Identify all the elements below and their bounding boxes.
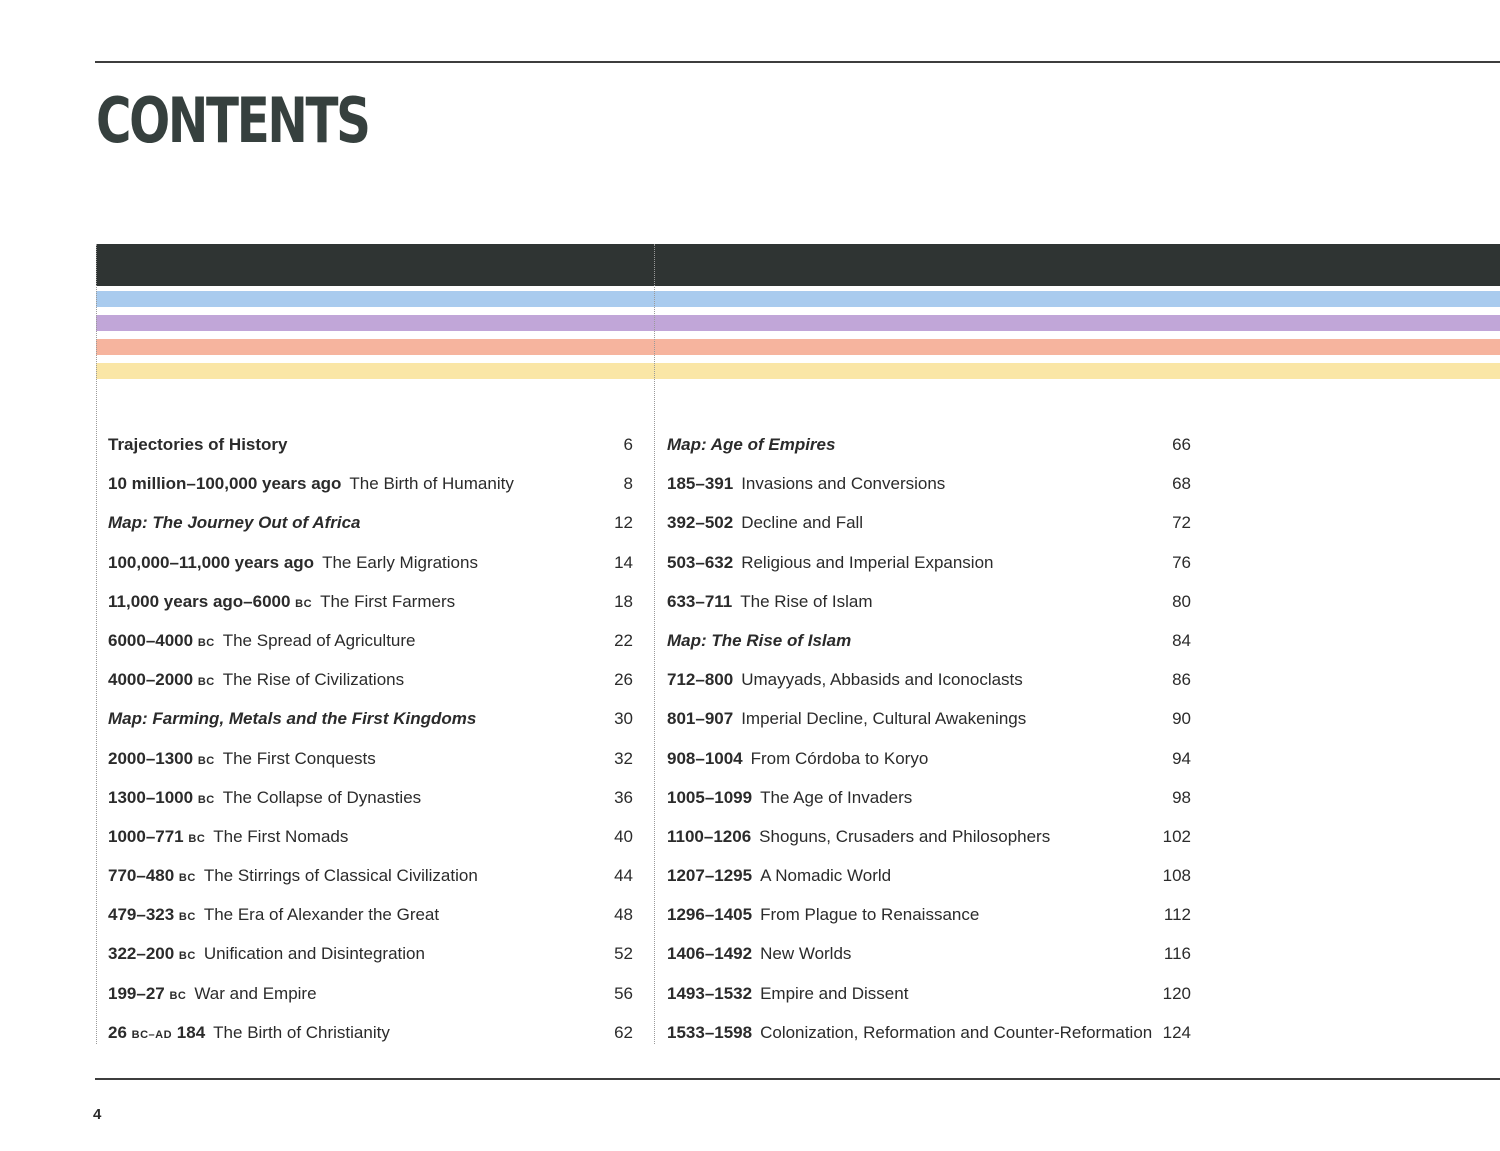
toc-date: 185–391 <box>667 474 734 494</box>
toc-entry-text <box>108 660 404 702</box>
toc-chapter-title: The Birth of Humanity <box>349 474 514 494</box>
toc-entry-text <box>667 582 873 621</box>
toc-date: 392–502 <box>667 513 734 533</box>
toc-entry-text <box>667 974 908 1013</box>
toc-chapter-title: The First Conquests <box>222 748 376 768</box>
toc-page-number: 120 <box>1162 983 1191 1003</box>
toc-page-number: 66 <box>1172 435 1191 454</box>
toc-date: 503–632 <box>667 552 734 572</box>
toc-entry-text <box>108 895 439 937</box>
toc-date: 322–200 <box>108 944 175 964</box>
toc-entry <box>667 425 1191 464</box>
toc-date: 1296–1405 <box>667 905 753 925</box>
color-band-blue <box>96 291 1500 307</box>
toc-page-number: 48 <box>614 905 633 925</box>
toc-page-number: 102 <box>1162 826 1191 846</box>
toc-entry-text <box>667 660 1023 699</box>
toc-entry <box>108 817 633 856</box>
toc-date: 801–907 <box>667 709 734 729</box>
toc-chapter-title: Religious and Imperial Expansion <box>741 552 994 572</box>
toc-date: 1005–1099 <box>667 787 753 807</box>
toc-page-number: 108 <box>1162 866 1191 886</box>
toc-date: 1207–1295 <box>667 866 753 886</box>
toc-date: 1493–1532 <box>667 983 753 1003</box>
toc-entry <box>667 582 1191 621</box>
toc-heading: Trajectories of History <box>108 435 288 454</box>
toc-chapter-title: The Early Migrations <box>322 552 478 572</box>
page-title: CONTENTS <box>96 84 369 157</box>
toc-era: BC <box>178 950 196 963</box>
toc-entry <box>667 778 1191 817</box>
toc-entry-text <box>667 1013 1152 1052</box>
toc-era: BC <box>295 597 313 610</box>
toc-chapter-title: New Worlds <box>760 944 852 964</box>
toc-chapter-title: From Córdoba to Koryo <box>750 748 929 768</box>
toc-entry-text <box>667 464 945 503</box>
toc-chapter-title: The Era of Alexander the Great <box>203 905 440 925</box>
page-number: 4 <box>93 1106 102 1123</box>
toc-date: 908–1004 <box>667 748 743 768</box>
toc-chapter-title: Invasions and Conversions <box>741 474 946 494</box>
toc-page-number: 116 <box>1163 944 1191 964</box>
middle-column-divider <box>654 244 655 1044</box>
toc-entry <box>667 621 1191 660</box>
toc-map-title: Map: The Journey Out of Africa <box>108 513 361 533</box>
toc-chapter-title: The Collapse of Dynasties <box>222 787 422 807</box>
toc-chapter-title: From Plague to Renaissance <box>760 905 980 925</box>
top-rule <box>95 61 1500 63</box>
toc-map-title: Map: Farming, Metals and the First Kingdoms <box>108 709 477 729</box>
toc-page-number: 62 <box>614 1022 633 1042</box>
toc-era: BC <box>197 793 215 806</box>
toc-map-title: Map: Age of Empires <box>667 435 836 454</box>
contents-right-column <box>667 425 1191 1052</box>
toc-page-number: 94 <box>1172 748 1191 768</box>
toc-entry-text <box>108 934 425 976</box>
toc-entry <box>108 895 633 934</box>
toc-date: 770–480 <box>108 866 175 886</box>
toc-chapter-title: The Birth of Christianity <box>213 1022 390 1042</box>
toc-entry-text <box>108 425 288 464</box>
toc-entry <box>108 974 633 1013</box>
toc-page-number: 76 <box>1172 552 1191 572</box>
toc-entry-text <box>108 621 416 663</box>
toc-map-title: Map: The Rise of Islam <box>667 630 852 650</box>
toc-entry <box>108 699 633 738</box>
toc-entry <box>667 699 1191 738</box>
toc-chapter-title: Imperial Decline, Cultural Awakenings <box>741 709 1027 729</box>
toc-entry <box>108 464 633 503</box>
contents-left-column <box>108 425 633 1052</box>
toc-entry-text <box>667 425 835 464</box>
toc-era: BC <box>169 989 187 1002</box>
toc-date: 712–800 <box>667 670 734 690</box>
toc-date: 2000–1300 <box>108 748 194 768</box>
toc-date: 184 <box>176 1022 206 1042</box>
toc-entry <box>667 974 1191 1013</box>
toc-page-number: 6 <box>623 435 633 454</box>
toc-date: 1000–771 <box>108 826 184 846</box>
toc-date: 1100–1206 <box>667 826 752 846</box>
toc-entry-text <box>108 699 476 738</box>
toc-date: 10 million–100,000 years ago <box>108 474 342 494</box>
toc-date: 26 <box>108 1022 127 1042</box>
toc-date: 11,000 years ago–6000 <box>108 591 291 611</box>
color-band-orange <box>96 339 1500 355</box>
toc-entry <box>108 543 633 582</box>
toc-era: BC <box>178 872 196 885</box>
toc-era: BC <box>197 636 215 649</box>
toc-page-number: 68 <box>1172 474 1191 494</box>
toc-page-number: 30 <box>614 709 633 729</box>
toc-chapter-title: A Nomadic World <box>760 866 892 886</box>
toc-entry <box>108 660 633 699</box>
toc-entry <box>108 934 633 973</box>
color-band-purple <box>96 315 1500 331</box>
toc-page-number: 80 <box>1172 591 1191 611</box>
toc-date: 479–323 <box>108 905 175 925</box>
toc-date: 6000–4000 <box>108 630 194 650</box>
toc-page-number: 72 <box>1172 513 1191 533</box>
toc-entry <box>108 1013 633 1052</box>
toc-chapter-title: War and Empire <box>194 983 317 1003</box>
toc-page-number: 124 <box>1162 1022 1191 1042</box>
toc-entry <box>108 621 633 660</box>
toc-entry-text <box>108 817 348 859</box>
toc-date: 633–711 <box>667 591 733 611</box>
toc-page-number: 12 <box>614 513 633 533</box>
toc-chapter-title: Shoguns, Crusaders and Philosophers <box>759 826 1051 846</box>
toc-page-number: 40 <box>614 826 633 846</box>
toc-entry <box>667 464 1191 503</box>
toc-date: 1533–1598 <box>667 1022 753 1042</box>
toc-page-number: 26 <box>614 670 633 690</box>
toc-entry <box>667 817 1191 856</box>
bottom-rule <box>95 1078 1500 1080</box>
toc-entry-text <box>108 543 478 582</box>
toc-entry <box>667 739 1191 778</box>
toc-chapter-title: The Age of Invaders <box>760 787 913 807</box>
toc-chapter-title: Colonization, Reformation and Counter-Reformation <box>760 1022 1153 1042</box>
toc-entry-text <box>108 974 317 1016</box>
toc-entry <box>108 856 633 895</box>
toc-chapter-title: The Rise of Islam <box>740 591 873 611</box>
toc-entry-text <box>667 934 851 973</box>
toc-entry <box>667 856 1191 895</box>
toc-entry <box>667 1013 1191 1052</box>
toc-entry <box>108 425 633 464</box>
toc-entry-text <box>667 778 912 817</box>
toc-entry-text <box>108 1013 390 1055</box>
toc-page-number: 56 <box>614 983 633 1003</box>
toc-date: 199–27 <box>108 983 165 1003</box>
toc-entry-text <box>108 464 514 503</box>
toc-page-number: 22 <box>614 630 633 650</box>
toc-era: BC <box>188 832 206 845</box>
toc-page-number: 90 <box>1172 709 1191 729</box>
toc-entry <box>667 543 1191 582</box>
toc-era: BC <box>178 911 196 924</box>
toc-entry-text <box>667 739 928 778</box>
color-band-dark <box>96 244 1500 286</box>
toc-entry-text <box>667 856 891 895</box>
toc-page-number: 14 <box>614 552 633 572</box>
toc-era: BC <box>197 676 215 689</box>
toc-entry-text <box>667 895 979 934</box>
toc-entry-text <box>667 503 863 542</box>
toc-chapter-title: Empire and Dissent <box>760 983 909 1003</box>
toc-entry <box>667 660 1191 699</box>
toc-page-number: 98 <box>1172 787 1191 807</box>
toc-date: 100,000–11,000 years ago <box>108 552 315 572</box>
toc-page-number: 44 <box>614 866 633 886</box>
toc-chapter-title: The Rise of Civilizations <box>222 670 405 690</box>
toc-chapter-title: The Spread of Agriculture <box>222 630 416 650</box>
toc-page-number: 86 <box>1172 670 1191 690</box>
toc-era: BC–AD <box>131 1028 173 1041</box>
toc-date: 1300–1000 <box>108 787 194 807</box>
toc-entry <box>108 739 633 778</box>
toc-entry-text <box>108 856 478 898</box>
toc-entry-text <box>667 621 851 660</box>
toc-page-number: 32 <box>614 748 633 768</box>
toc-page-number: 52 <box>614 944 633 964</box>
toc-entry <box>667 934 1191 973</box>
toc-entry-text <box>108 503 361 542</box>
toc-chapter-title: Decline and Fall <box>741 513 864 533</box>
toc-chapter-title: Unification and Disintegration <box>203 944 425 964</box>
left-column-divider <box>96 244 97 1044</box>
toc-entry-text <box>667 817 1050 856</box>
toc-entry <box>667 895 1191 934</box>
toc-entry <box>108 582 633 621</box>
toc-entry-text <box>108 739 376 781</box>
toc-date: 1406–1492 <box>667 944 753 964</box>
toc-chapter-title: The Stirrings of Classical Civilization <box>203 866 478 886</box>
toc-chapter-title: The First Farmers <box>320 591 456 611</box>
toc-chapter-title: The First Nomads <box>213 826 349 846</box>
toc-entry-text <box>108 778 421 820</box>
toc-chapter-title: Umayyads, Abbasids and Iconoclasts <box>741 670 1023 690</box>
toc-entry-text <box>667 543 994 582</box>
toc-page-number: 8 <box>623 474 633 494</box>
toc-entry-text <box>108 582 455 624</box>
toc-page-number: 18 <box>614 591 633 611</box>
toc-entry <box>108 778 633 817</box>
toc-entry-text <box>667 699 1026 738</box>
toc-entry <box>667 503 1191 542</box>
toc-page-number: 84 <box>1172 630 1191 650</box>
toc-date: 4000–2000 <box>108 670 194 690</box>
toc-page-number: 36 <box>614 787 633 807</box>
color-band-yellow <box>96 363 1500 379</box>
toc-entry <box>108 503 633 542</box>
toc-page-number: 112 <box>1163 905 1191 925</box>
toc-era: BC <box>197 754 215 767</box>
